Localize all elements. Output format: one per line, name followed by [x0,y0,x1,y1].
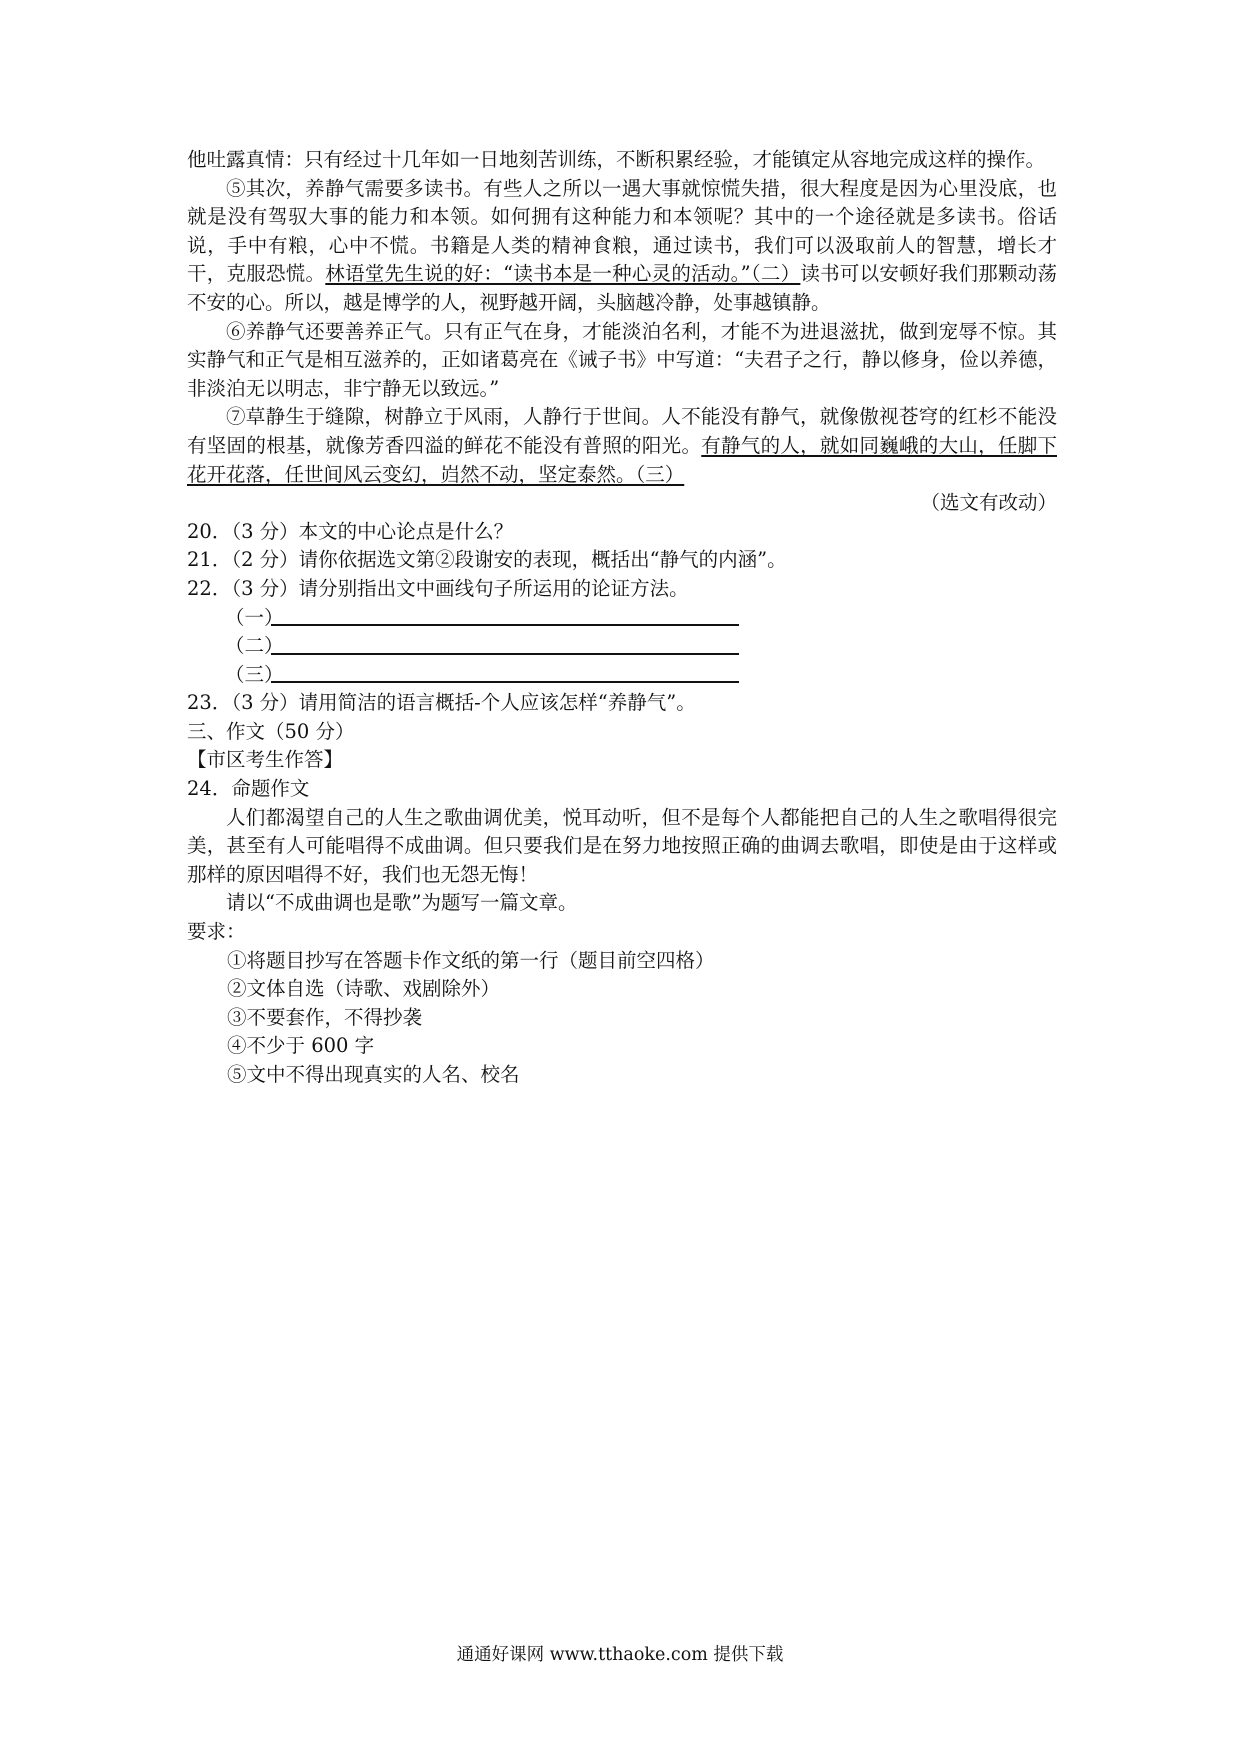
question-22: 22．（3 分）请分别指出文中画线句子所运用的论证方法。 [187,576,689,600]
answer-blank-1 [225,604,1057,633]
question-20: 20．（3 分）本文的中心论点是什么？ [187,519,514,543]
blank-label-1: （一） [225,605,284,629]
essay-audience: 【市区考生作答】 [187,748,344,772]
p5-text-before: ⑤其次，养静气需要多读书。有些人之所以一遇大事就惊慌失措，很大程度是因为心里没底，也就是没有驾驭大事的能力和本领。如何拥有这种能力和本领呢？其中的一个途径就是多读书。俗话说，手中有粮，心中不慌。书籍是人类的精神食粮，通过读书，我们可以汲取前人的智慧，增长才干，克服恐慌。 [187,176,1057,286]
answer-blank-3 [225,661,1057,690]
essay-prompt: 人们都渴望自己的人生之歌曲调优美，悦耳动听，但不是每个人都能把自己的人生之歌唱得很完美，甚至有人可能唱得不成曲调。但只要我们是在努力地按照正确的曲调去歌唱，即使是由于这样或那样的原因唱得不好，我们也无怨无悔！ [187,805,1057,886]
p7-text-before: ⑦草静生于缝隙，树静立于风雨，人静行于世间。人不能没有静气，就像傲视苍穹的红杉不能没有坚固的根基，就像芳香四溢的鲜花不能没有普照的阳光。 [187,405,1057,457]
requirement-2: ②文体自选（诗歌、戏剧除外） [227,977,501,1001]
answer-line-2 [271,653,739,655]
requirement-5: ⑤文中不得出现真实的人名、校名 [227,1063,520,1086]
underlined-sentence-3: 有静气的人，就如同巍峨的大山，任脚下花开花落，任世间风云变幻，岿然不动，坚定泰然。（三） [187,433,1057,486]
exam-page [187,146,1057,1090]
question-24: 24．命题作文 [187,777,310,801]
requirements-title: 要求： [187,920,246,944]
source-note: （选文有改动） [920,491,1057,515]
requirement-3: ③不要套作，不得抄袭 [227,1005,423,1029]
passage-paragraph-7 [187,403,1057,489]
answer-line-1 [271,624,739,626]
p5-text-after: 读书可以安顿好我们那颗动荡不安的心。所以，越是博学的人，视野越开阔，头脑越冷静，处事越镇静。 [187,262,1057,314]
blank-label-2: （二） [225,634,284,658]
question-21: 21．（2 分）请你依据选文第②段谢安的表现，概括出“静气的内涵”。 [187,548,787,572]
underlined-sentence-2: 林语堂先生说的好：“读书本是一种心灵的活动。”（二） [325,262,801,286]
essay-title-instruction: 请以“不成曲调也是歌”为题写一篇文章。 [226,891,578,915]
page-footer: 通通好课网 www.tthaoke.com 提供下载 [456,1645,784,1665]
passage-continuation: 他吐露真情：只有经过十几年如一日地刻苦训练，不断积累经验，才能镇定从容地完成这样的操作。 [187,148,1046,171]
essay-section-title: 三、作文（50 分） [187,719,355,743]
blank-label-3: （三） [225,662,284,686]
passage-paragraph-6: ⑥养静气还要善养正气。只有正气在身，才能淡泊名利，才能不为进退滋扰，做到宠辱不惊。其实静气和正气是相互滋养的，正如诸葛亮在《诫子书》中写道：“夫君子之行，静以修身，俭以养德，非淡泊无以明志，非宁静无以致远。” [187,319,1057,400]
requirement-4: ④不少于 600 字 [227,1034,375,1058]
question-23: 23．（3 分）请用简洁的语言概括-个人应该怎样“养静气”。 [187,691,696,715]
passage-paragraph-5 [187,175,1057,318]
answer-blank-2 [225,632,1057,661]
requirement-1: ①将题目抄写在答题卡作文纸的第一行（题目前空四格） [227,948,715,972]
answer-line-3 [271,681,739,683]
